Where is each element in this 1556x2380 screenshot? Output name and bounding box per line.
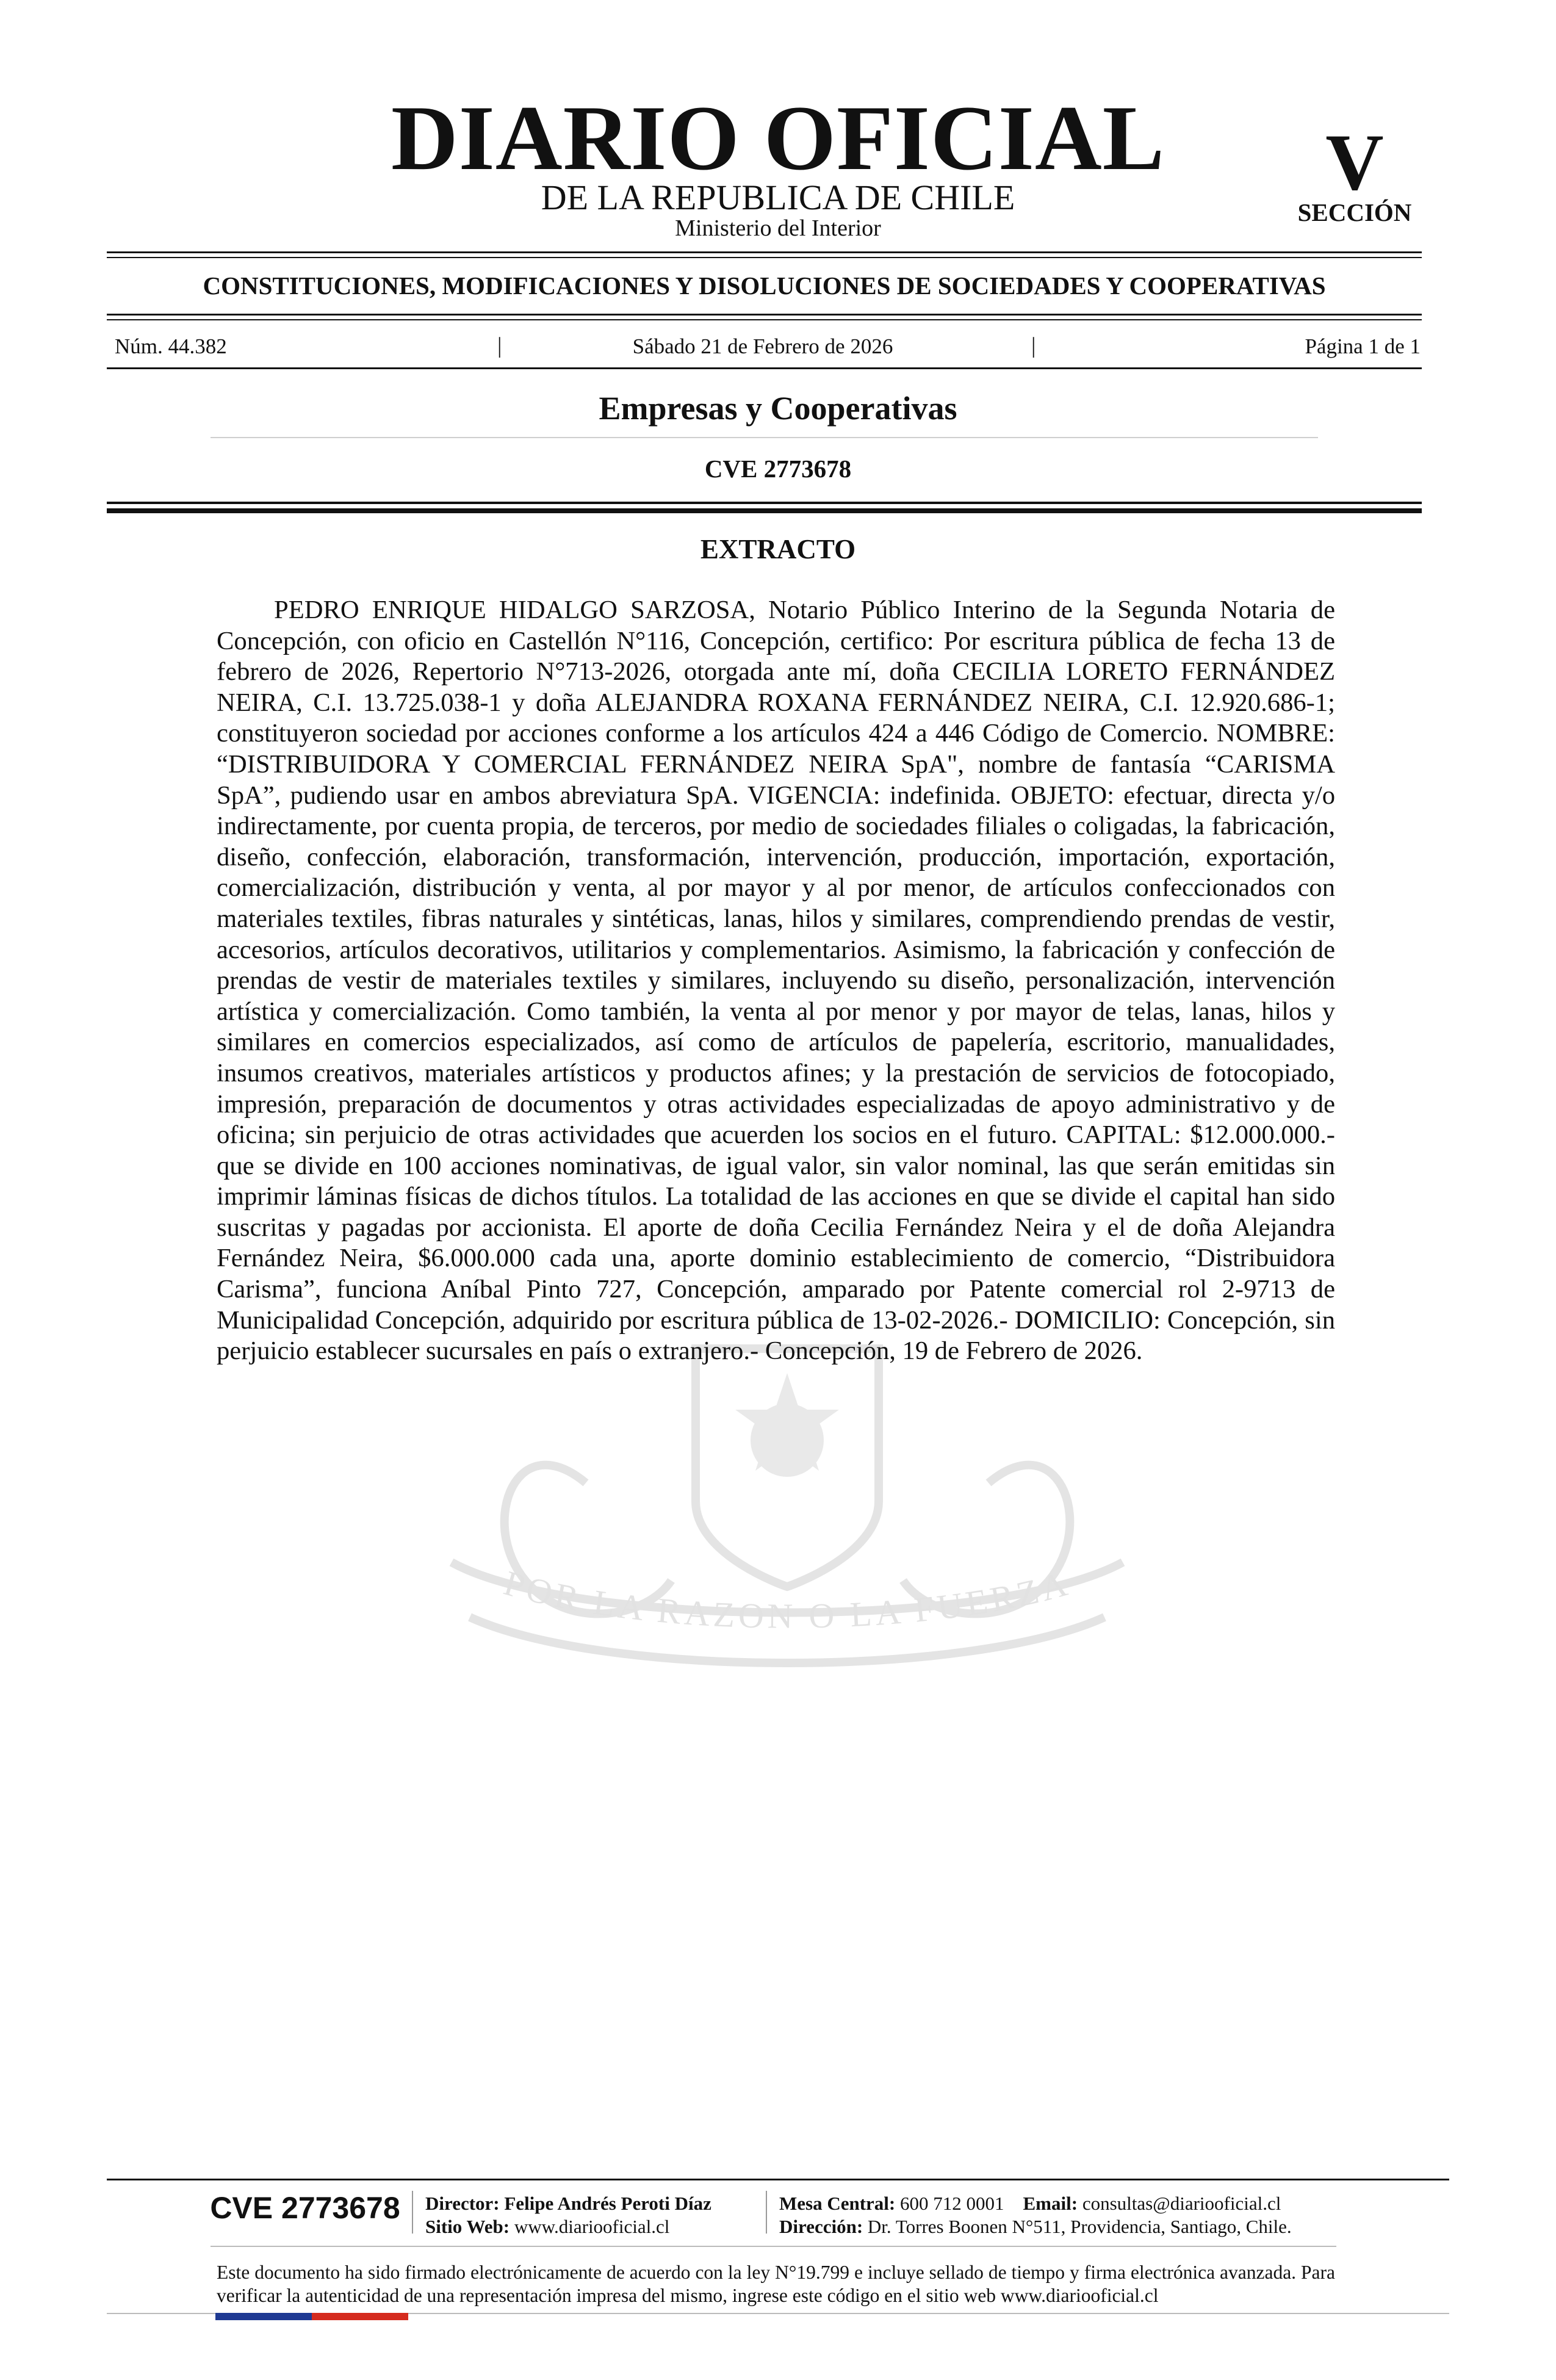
issue-separator: | [497,333,502,358]
extract-body: PEDRO ENRIQUE HIDALGO SARZOSA, Notario Público Interino de la Segunda Notaria de Concepción, con oficio en Castellón N°116, Concepción, certifico: Por escritura pública de fecha 13 de febrero de 2026, Repertorio N°713-2026, otorgada ante mí, doña CECILIA LORETO FERNÁNDEZ NEIRA, C.I. 13.725.038-1 y doña ALEJANDRA ROXANA FERNÁNDEZ NEIRA, C.I. 12.920.686-1; constituyeron sociedad por acciones conforme a los artículos 424 a 446 Código de Comercio. NOMBRE: “DISTRIBUIDORA Y COMERCIAL FERNÁNDEZ NEIRA SpA", nombre de fantasía “CARISMA SpA”, pudiendo usar en ambos abreviatura SpA. VIGENCIA: indefinida. OBJETO: efectuar, directa y/o indirectamente, por cuenta propia, de terceros, por medio de sociedades filiales o coligadas, la fabricación, diseño, confección, elaboración, transformación, intervención, producción, importación, exportación, comercialización, distribución y venta, al por mayor y al por menor, de artículos confeccionados con materiales textiles, fibras naturales y sintéticas, lanas, hilos y similares, comprendiendo prendas de vestir, accesorios, artículos decorativos, utilitarios y complementarios. Asimismo, la fabricación y confección de prendas de vestir de materiales textiles y similares, incluyendo su diseño, personalización, intervención artística y comercialización. Como también, la venta al por menor y por mayor de telas, lanas, hilos y similares en comercios especializados, así como de artículos de papelería, escritorio, manualidades, insumos creativos, materiales artísticos y productos afines; y la prestación de servicios de fotocopiado, impresión, preparación de documentos y otras actividades especializadas de apoyo administrativo y de oficina; sin perjuicio de otras actividades que acuerden los socios en el futuro. CAPITAL: $12.000.000.- que se divide en 100 acciones nominativas, de igual valor, sin valor nominal, las que serán emitidas sin imprimir láminas físicas de dichos títulos. La totalidad de las acciones en que se divide el capital han sido suscritas y pagadas por accionista. El aporte de doña Cecilia Fernández Neira y el de doña Alejandra Fernández Neira, $6.000.000 cada una, aporte dominio establecimiento de comercio, “Distribuidora Carisma”, funciona Aníbal Pinto 727, Concepción, amparado por Patente comercial rol 2-9713 de Municipalidad Concepción, adquirido por escritura pública de 13-02-2026.- DOMICILIO: Concepción, sin perjuicio establecer sucursales en país o extranjero.- Concepción, 19 de Febrero de 2026. [217,596,1335,1366]
address-label: Dirección: [779,2216,863,2237]
footer-divider [107,2179,1449,2180]
footer-director-block [425,2192,711,2238]
divider [107,367,1422,369]
flag-blue-stripe [215,2313,312,2320]
cve-code: CVE 2773678 [704,455,852,483]
divider [107,251,1422,253]
footer-separator [412,2191,413,2234]
phone-label: Mesa Central: [779,2193,896,2214]
director-name: Felipe Andrés Peroti Díaz [504,2193,711,2214]
svg-text:POR LA RAZON O LA FUERZA [500,1563,1075,1636]
director-label: Director: [425,2193,500,2214]
website-link[interactable]: www.diariooficial.cl [514,2216,670,2237]
divider [107,502,1422,504]
divider [107,257,1422,258]
issue-number: Núm. 44.382 [115,334,227,358]
watermark-motto: POR LA RAZON O LA FUERZA [499,1562,1075,1636]
phone-value: 600 712 0001 [900,2193,1004,2214]
address-value: Dr. Torres Boonen N°511, Providencia, Santiago, Chile. [867,2216,1292,2237]
section-heading: Empresas y Cooperativas [599,390,957,427]
website-label: Sitio Web: [425,2216,510,2237]
footer-cve-code: CVE 2773678 [210,2191,400,2225]
email-link[interactable]: consultas@diariooficial.cl [1082,2193,1281,2214]
footer-contact-block [779,2192,1292,2238]
divider [107,314,1422,316]
electronic-signature-note: Este documento ha sido firmado electrónicamente de acuerdo con la ley N°19.799 e incluye sellado de tiempo y firma electrónica avanzada. Para verificar la autenticidad de una representación impresa del mismo, ingrese este código en el sitio web www.diariooficial.cl [217,2262,1335,2306]
divider [107,319,1422,320]
page-number: Página 1 de 1 [1305,334,1421,358]
section-letter: V [1325,117,1384,207]
divider [211,437,1318,438]
footer-divider [211,2246,1336,2247]
issue-separator: | [1031,333,1036,358]
flag-red-stripe [312,2313,408,2320]
newspaper-title: DIARIO OFICIAL [391,87,1165,189]
publication-category: CONSTITUCIONES, MODIFICACIONES Y DISOLUCIONES DE SOCIEDADES Y COOPERATIVAS [203,272,1326,300]
email-label: Email: [1023,2193,1078,2214]
footer-separator [766,2191,767,2234]
newspaper-subtitle: DE LA REPUBLICA DE CHILE [541,178,1015,217]
section-label: SECCIÓN [1297,198,1412,226]
issue-date: Sábado 21 de Febrero de 2026 [632,334,893,358]
divider [107,508,1422,513]
ministry-label: Ministerio del Interior [675,215,881,241]
document-heading: EXTRACTO [700,534,856,564]
